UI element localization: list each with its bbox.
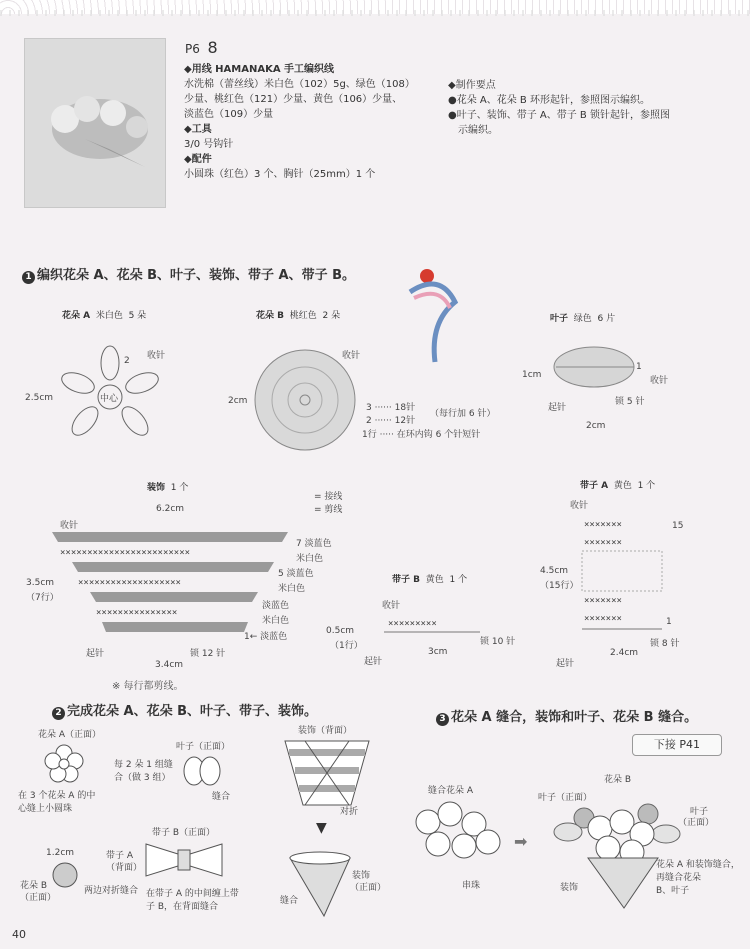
deco-row6: 米白色 [296,554,324,564]
svg-text:×××××××××××××××: ××××××××××××××× [96,608,178,618]
deco-cut: = 剪线 [314,505,343,515]
leaf-row1: 1 [636,362,642,372]
s3-deco: 装饰 [560,883,579,893]
s2-flowerA-label: 花朵 A（正面） [38,730,102,740]
tools-value: 3/0 号钩针 [184,139,234,150]
s2-leaf-note: 每 2 朵 1 组缝 [114,760,173,770]
product-photo [24,38,166,208]
yarn-line: 水洗棉（蕾丝线）米白色（102）5g、绿色（108） [184,79,415,90]
deco-note: ※ 每行都剪线。 [112,681,184,692]
bandA-width: 2.4cm [610,648,639,658]
deco-rows: （7行） [26,593,59,603]
flowerA-end: 收针 [147,351,166,361]
s2-deco-label2: 装饰 [352,871,371,881]
s2-flowerA-icon [42,743,86,783]
s3-fb: 花朵 B [604,775,632,785]
deco-width: 6.2cm [156,504,185,514]
leaf-end: 收针 [650,376,669,386]
s2-leaf-note: 合（做 3 组） [114,773,171,783]
s3-leaf2b: （正面） [678,818,715,828]
s2-bandA-label: 带子 A [106,851,134,861]
deco-bottom: 3.4cm [155,660,184,670]
s3-leaf1: 叶子（正面） [538,793,593,803]
svg-text:×××××××××××××××××××: ××××××××××××××××××× [78,578,181,588]
deco-height: 3.5cm [26,578,55,588]
s3-note: 花朵 A 和装饰缝合， [656,860,740,870]
materials-block [184,62,444,182]
making-block [448,78,718,138]
s3-leaf2: 叶子 [690,807,709,817]
s3-flowers-cluster [404,796,504,876]
flowerA-size: 2.5cm [25,393,54,403]
s3-note: B、叶子 [656,886,690,896]
s2-bandB-note: 子 B，在背面缝合 [146,902,219,912]
s2-bandA-back: （背面） [106,863,143,873]
watermark-logo [400,262,490,372]
deco-end: 收针 [60,521,79,531]
making-point: ●花朵 A、花朵 B 环形起针，参照图示编织。 [448,95,650,106]
svg-text:××××××××××××××××××××××××: ×××××××××××××××××××××××× [60,548,191,558]
s2-leaf-icon [182,755,222,787]
bandA-diagram [578,515,678,635]
bandA-rows: （15行） [540,581,579,591]
leaf-height: 1cm [522,370,542,380]
deco-header: 装饰 1 个 [147,483,189,493]
flowerB-row2: 2 ······ 12针 [366,416,416,426]
page-number: 40 [12,928,26,941]
s3-note: 再缝合花朵 [656,873,702,883]
s3-sewA: 缝合花朵 A [428,786,474,796]
leaf-header: 叶子 绿色 6 片 [550,314,616,324]
svg-text:×××××××: ××××××× [584,596,622,606]
s2-bandB-note: 在带子 A 的中间缠上带 [146,889,239,899]
deco-row4: 米白色 [278,584,306,594]
bandB-end: 收针 [382,601,401,611]
leaf-diagram [552,342,642,392]
deco-row7: 7 淡蓝色 [296,539,332,549]
s2-both-sides: 两边对折缝合 [84,886,139,896]
next-page-box: 下接 P41 [632,734,722,756]
leaf-width: 2cm [586,421,606,431]
brooch-image [25,39,165,207]
bandA-row15: 15 [672,521,684,531]
bandA-end: 收针 [570,501,589,511]
svg-text:×××××××: ××××××× [584,538,622,548]
s2-fb-front: （正面） [20,893,57,903]
s2-flowerA-note: 心缝上小圆珠 [18,804,73,814]
s2-fb-label: 花朵 B [20,881,48,891]
s2-fb-size: 1.2cm [46,848,75,858]
tools-heading: ◆工具 [184,124,212,135]
making-point: 示编织。 [458,125,498,136]
flowerA-mark: 2 [124,356,130,366]
yarn-heading: ◆用线 HAMANAKA 手工编织线 [184,64,335,75]
s2-deco-folded [286,850,356,920]
parts-value: 小圆珠（红色）3 个、胸针（25mm）1 个 [184,169,376,180]
parts-heading: ◆配件 [184,154,212,165]
section3-title: 3 花朵 A 缝合，装饰和叶子、花朵 B 缝合。 [436,706,697,726]
flowerB-inc: （每行加 6 针） [430,409,496,419]
bandB-chain: 锁 10 针 [480,637,516,647]
making-heading: ◆制作要点 [448,80,496,91]
lace-border-stitch [0,10,750,16]
bandA-header: 带子 A 黄色 1 个 [580,481,656,491]
s2-flowerB-icon [50,860,80,890]
down-arrow-icon: ▼ [316,820,327,836]
s2-flowerA-note: 在 3 个花朵 A 的中 [18,791,96,801]
bandB-diagram [380,614,490,638]
bandB-width: 3cm [428,647,448,657]
bandB-height: 0.5cm [326,626,355,636]
bandB-start: 起针 [364,657,383,667]
flowerB-row3: 3 ······ 18针 [366,403,416,413]
leaf-start: 起针 [548,403,567,413]
bandA-height: 4.5cm [540,566,569,576]
bandA-chain: 锁 8 针 [650,639,680,649]
flowerB-diagram [250,345,360,455]
bandB-rows: （1行） [330,641,363,651]
deco-chain: 锁 12 针 [190,649,226,659]
s2-deco-label: 装饰（背面） [298,726,353,736]
bandA-start: 起针 [556,659,575,669]
s2-deco-diagram [283,739,373,809]
s2-bow-diagram [142,840,226,880]
deco-row5: 5 淡蓝色 [278,569,314,579]
yarn-line: 淡蓝色（109）少量 [184,109,274,120]
s2-leaf-sew: 缝合 [212,792,231,802]
svg-text:×××××××: ××××××× [584,614,622,624]
right-arrow-icon: ➡ [514,832,528,851]
making-point: ●叶子、装饰、带子 A、带子 B 锁针起针，参照图 [448,110,670,121]
deco-row3: 淡蓝色 [262,601,290,611]
bandA-row1: 1 [666,617,672,627]
flowerB-size: 2cm [228,396,248,406]
flowerA-header: 花朵 A 米白色 5 朵 [62,311,147,321]
s2-deco-front: （正面） [350,883,387,893]
flowerB-header: 花朵 B 桃红色 2 朵 [256,311,341,321]
flowerA-center: 中心 [100,394,119,404]
deco-start: 起针 [86,649,105,659]
flowerB-row1: 1行 ····· 在环内钩 6 个针短针 [362,430,481,440]
section1-title: 1 编织花朵 A、花朵 B、叶子、装饰、带子 A、带子 B。 [22,264,355,284]
s2-fold: 对折 [340,807,359,817]
s2-deco-sew: 缝合 [280,896,299,906]
svg-text:×××××××××: ××××××××× [388,619,437,629]
page-ref: P6 8 [185,38,218,57]
deco-join: = 接线 [314,492,343,502]
s2-leaf-label: 叶子（正面） [176,742,231,752]
svg-text:×××××××: ××××××× [584,520,622,530]
yarn-line: 少量、桃红色（121）少量、黄色（106）少量、 [184,94,403,105]
flowerB-end: 收针 [342,351,361,361]
deco-row2: 米白色 [262,616,290,626]
bandB-header: 带子 B 黄色 1 个 [392,575,468,585]
leaf-chain: 锁 5 针 [615,397,645,407]
deco-row1: 1← 淡蓝色 [244,632,288,642]
s2-bandB-label: 带子 B（正面） [152,828,216,838]
s3-bead: 串珠 [462,881,481,891]
section2-title: 2 完成花朵 A、花朵 B、叶子、带子、装饰。 [52,700,317,720]
